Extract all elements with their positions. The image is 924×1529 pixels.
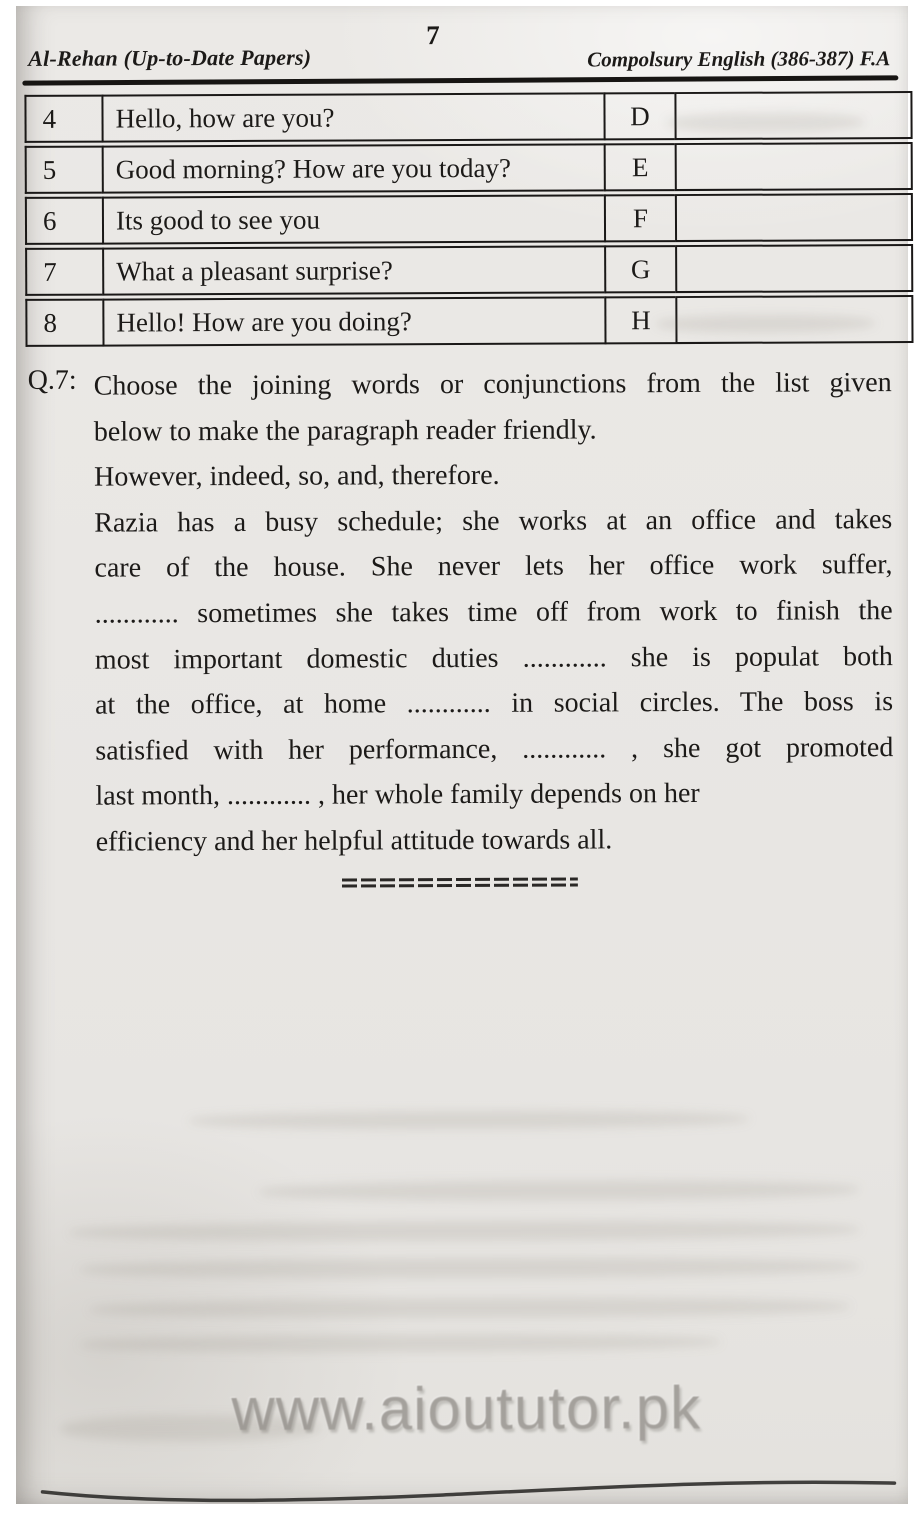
bottom-scan-line — [20, 1472, 912, 1520]
phrase-cell: Its good to see you — [102, 194, 604, 244]
bleedthrough-smudge — [189, 1110, 749, 1130]
table-row — [25, 244, 913, 296]
phrase-cell: Hello, how are you? — [101, 92, 603, 142]
section-separator — [342, 877, 578, 887]
row-number-cell: 7 — [25, 248, 102, 296]
option-letter-cell: F — [604, 194, 675, 242]
word-list-line: However, indeed, so, and, therefore. — [94, 460, 500, 493]
row-number-cell: 5 — [25, 146, 102, 194]
page-header — [14, 4, 906, 82]
row-number-cell: 8 — [25, 299, 102, 347]
option-letter-cell: E — [604, 143, 675, 191]
header-series-title: Al-Rehan (Up-to-Date Papers) — [28, 44, 312, 71]
bleedthrough-smudge — [69, 1219, 859, 1242]
paragraph-line: ............ sometimes she takes time off from work to finish the — [94, 595, 893, 630]
answer-cell — [675, 244, 913, 293]
bleedthrough-smudge — [259, 1179, 859, 1202]
bleedthrough-smudge — [90, 1296, 850, 1319]
paragraph-line: Razia has a busy schedule; she works at an office and takes — [94, 503, 893, 539]
header-subject-title: Compolsury English (386-387) F.A — [587, 46, 891, 72]
header-rule — [22, 75, 898, 85]
row-number-cell: 6 — [25, 197, 102, 245]
answer-cell — [675, 193, 913, 242]
phrase-cell: What a pleasant surprise? — [102, 245, 604, 295]
paragraph-line: efficiency and her helpful attitude towards all. — [95, 824, 613, 858]
paragraph-line: most important domestic duties ............ she is populat both — [94, 640, 893, 676]
question-line: below to make the paragraph reader friendly. — [93, 414, 597, 448]
paragraph-line: at the office, at home ............ in social circles. The boss is — [95, 686, 894, 721]
paragraph-line: last month, ............ , her whole family depends on her — [95, 778, 700, 812]
table-row — [25, 142, 913, 194]
bleedthrough-smudge — [80, 1333, 720, 1354]
option-letter-cell: D — [603, 92, 674, 140]
phrase-cell: Hello! How are you doing? — [102, 296, 604, 346]
paragraph-line: satisfied with her performance, ............ , she got promoted — [95, 731, 894, 767]
phrase-cell: Good morning? How are you today? — [102, 143, 604, 193]
question-text — [94, 360, 894, 865]
scanned-page — [16, 6, 908, 1504]
option-letter-cell: H — [604, 296, 675, 344]
question-7 — [28, 360, 894, 865]
watermark: www.aioututor.pk — [231, 1373, 702, 1444]
page-content — [14, 4, 913, 1506]
answer-cell — [675, 142, 913, 191]
row-number-cell: 4 — [24, 95, 101, 143]
option-letter-cell: G — [604, 245, 675, 293]
paragraph-line: care of the house. She never lets her office work suffer, — [94, 549, 893, 584]
question-label: Q.7: — [27, 364, 77, 396]
separator-dash-line — [342, 877, 578, 881]
separator-dash-line — [342, 883, 578, 887]
question-line: Choose the joining words or conjunctions from the list given — [93, 367, 892, 402]
table-row — [25, 193, 913, 245]
page-number: 7 — [426, 20, 440, 51]
bleedthrough-smudge — [667, 112, 865, 133]
bleedthrough-smudge — [80, 1256, 860, 1279]
